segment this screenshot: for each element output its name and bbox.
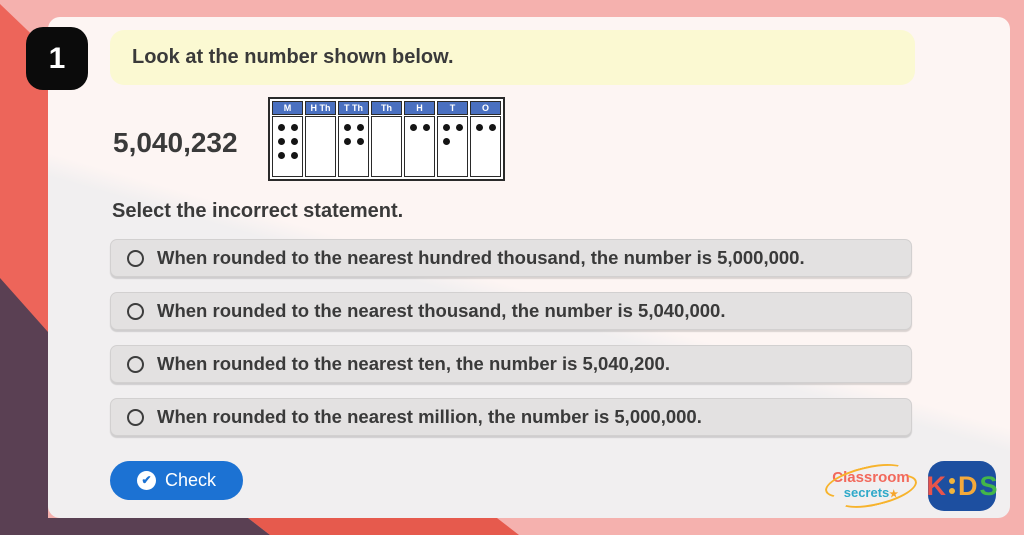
counter-dot	[410, 124, 417, 131]
radio-button[interactable]	[127, 356, 144, 373]
pv-column-header: O	[470, 101, 501, 115]
number-display: 5,040,232	[113, 127, 238, 158]
kids-letter-i	[949, 478, 955, 494]
counter-dot-empty	[456, 138, 463, 145]
question-prompt-banner	[110, 30, 915, 85]
pv-column-cell	[437, 116, 468, 177]
check-button[interactable]	[110, 461, 243, 500]
counter-dot	[291, 138, 298, 145]
pv-column-cell	[305, 116, 336, 177]
counter-dot	[357, 138, 364, 145]
counter-dot	[278, 124, 285, 131]
counter-dot	[291, 152, 298, 159]
answer-option-label: When rounded to the nearest ten, the number is 5,040,200.	[157, 353, 670, 374]
radio-button[interactable]	[127, 409, 144, 426]
pv-column-cell	[338, 116, 369, 177]
pv-column-header: H	[404, 101, 435, 115]
counter-dot	[443, 124, 450, 131]
counter-dot	[291, 124, 298, 131]
radio-button[interactable]	[127, 250, 144, 267]
pv-column-cell	[404, 116, 435, 177]
counter-dot	[423, 124, 430, 131]
star-icon: ★	[889, 489, 899, 500]
counter-dot	[278, 152, 285, 159]
pv-column-h	[404, 101, 435, 177]
pv-column-cell	[272, 116, 303, 177]
instruction-text: Select the incorrect statement.	[112, 200, 404, 222]
counter-dot	[344, 124, 351, 131]
counter-dot	[278, 138, 285, 145]
kids-logo	[928, 461, 996, 511]
check-button-label: Check	[164, 470, 217, 490]
counter-dot	[476, 124, 483, 131]
kids-letter-d: D	[958, 470, 978, 501]
pv-column-h-th	[305, 101, 336, 177]
pv-column-t	[437, 101, 468, 177]
classroom-secrets-logo-line2: secrets★	[843, 485, 899, 500]
question-card	[48, 17, 1010, 518]
answer-option-4[interactable]	[110, 398, 912, 436]
pv-column-header: T Th	[338, 101, 369, 115]
pv-column-header: M	[272, 101, 303, 115]
classroom-secrets-logo	[824, 465, 918, 507]
radio-button[interactable]	[127, 303, 144, 320]
options-list	[110, 239, 912, 436]
pv-column-cell	[371, 116, 402, 177]
check-circle-icon: ✔	[137, 471, 156, 490]
question-prompt-text: Look at the number shown below.	[132, 46, 454, 68]
place-value-chart	[268, 97, 505, 181]
answer-option-label: When rounded to the nearest million, the number is 5,000,000.	[157, 406, 702, 427]
counter-dot	[443, 138, 450, 145]
kids-letter-k: K	[926, 470, 946, 501]
answer-option-label: When rounded to the nearest hundred thousand, the number is 5,000,000.	[157, 247, 805, 268]
decor-bottom-purple-strip	[0, 518, 280, 535]
pv-column-o	[470, 101, 501, 177]
pv-column-header: Th	[371, 101, 402, 115]
answer-option-label: When rounded to the nearest thousand, the number is 5,040,000.	[157, 300, 726, 321]
classroom-secrets-logo-line1: Classroom	[832, 469, 910, 486]
answer-option-2[interactable]	[110, 292, 912, 330]
counter-dot	[357, 124, 364, 131]
counter-dot	[489, 124, 496, 131]
branding-area	[824, 461, 996, 511]
pv-column-m	[272, 101, 303, 177]
answer-option-1[interactable]	[110, 239, 912, 277]
pv-column-header: H Th	[305, 101, 336, 115]
answer-option-3[interactable]	[110, 345, 912, 383]
pv-column-th	[371, 101, 402, 177]
counter-dot	[456, 124, 463, 131]
kids-letter-s: S	[979, 470, 998, 501]
pv-column-cell	[470, 116, 501, 177]
pv-column-t-th	[338, 101, 369, 177]
question-number-badge: 1	[26, 27, 88, 90]
counter-dot	[344, 138, 351, 145]
pv-column-header: T	[437, 101, 468, 115]
